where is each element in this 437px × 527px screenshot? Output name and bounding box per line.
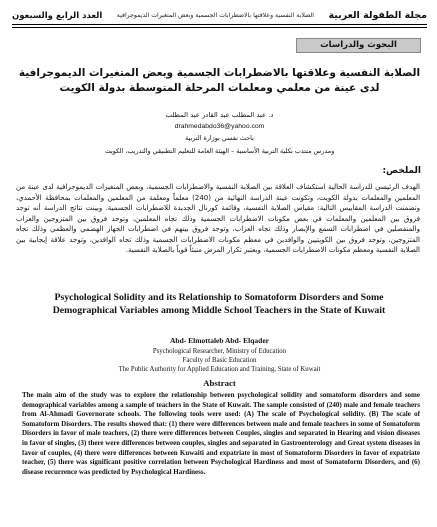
journal-name: مجلة الطفولة العربية [328, 10, 427, 21]
section-label: البحوث والدراسات [296, 38, 421, 53]
english-affiliation-3: The Public Authority for Applied Education and Training, State of Kuwait [118, 366, 321, 373]
english-affiliation-2: Faculty of Basic Education [182, 357, 257, 364]
english-abstract: The main aim of the study was to explore the relationship between psychological solidity and somatoform disorders and some demographical variables among a sample of teachers in the State of Kuwait. The sample consisted of (240) male and female teachers from Al-Ahmadi Governorate schools. The following tools were used: (A) The scale of Psychological solidity. (B) The scale of Somatoform Disorders. The results showed that: (1) there were differences between male and female teachers in some of Somatoform Disorders in favor of male teachers, (2) there were differences between Couples, singles and separated in Hearing and vision diseases in favor of singles, (3) there were differences between couples, singles and separated in Gastroenterology and Great system diseases in favor of couples, (4) there were differences between Kuwaiti and expatriate in most of Somatoform Disorders in favor of expatriate teacher, (5) there was significant positive correlation between Psychological Hardiness and most of Somatoform Disorders, and (6) disease recurrence was predicted by Psychological Hardiness. [22, 391, 420, 476]
arabic-affiliation-1: باحث نفسي بوزارة التربية [185, 134, 254, 142]
running-header [12, 8, 427, 23]
header-rule-top [12, 24, 427, 25]
english-affiliation-1: Psychological Researcher, Ministry of Education [152, 348, 287, 355]
english-author: Abd- Elmottaleb Abd- Elqader [170, 336, 269, 345]
header-rule-bottom [12, 27, 427, 28]
arabic-abstract: الهدف الرئيسي للدراسة الحالية استكشاف العلاقة بين الصلابة النفسية والاضطرابات الجسمية، وبعض المتغيرات الديموجرافية لدى عينة من المعلمين والمعلمات بدولة الكويت، وتكونت عينة الدراسة النهائية من (240) معلماً ومعلمة من المعلمين والمعلمات بمحافظة الأحمدي، وتضمنت الدراسة المقاييس التالية: مقياس الصلابة النفسية، وقائمة كورنال الجديدة للاضطرابات الجسمية. وبينت نتائج الدراسة أنه توجد فروق بين المعلمين والمعلمات في بعض مكونات الاضطرابات الجسمية وذلك تجاه المعلمين، وتوجد فروق بين المتزوجين والعزاب والمنفصلين في اضطرابات السمع والإبصار وذلك تجاه العزاب، وتوجد فروق بينهم في اضطرابات الجهاز الهضمي والعظمي وذلك تجاه المتزوجين، وتوجد فروق بين الكويتيين والوافدين في معظم مكونات الاضطرابات الجسمية وذلك تجاه الوافدين، وتوجد علاقة إيجابية بين الصلابة النفسية ومعظم مكونات الاضطرابات الجسمية، ويعتبر تكرار المرض منبئاً قوياً بالصلابة النفسية. [16, 183, 421, 254]
arabic-title: الصلابة النفسية وعلاقتها بالاضطرابات الجسمية وبعض المتغيرات الديموجرافية لدى عينة من معلمي ومعلمات المرحلة المتوسطة بدولة الكويت [18, 67, 421, 94]
running-title: الصلابة النفسية وعلاقتها بالاضطرابات الجسمية وبعض المتغيرات الديموجرافية [116, 12, 314, 19]
author-email: drahmedabdo36@yahoo.com [174, 123, 265, 130]
arabic-abstract-heading: الملخص: [382, 166, 421, 176]
arabic-author: د. عبد المطلب عبد القادر عبد المطلب [165, 111, 274, 119]
english-title: Psychological Solidity and its Relationship to Somatoform Disorders and Some Demographical Variables among Middle School Teachers in the State of Kuwait [52, 292, 386, 316]
english-abstract-heading: Abstract [203, 378, 236, 388]
arabic-affiliation-2: ومدرس منتدب بكلية التربية الأساسية – الهيئة العامة للتعليم التطبيقي والتدريب، الكويت [104, 147, 335, 155]
issue-number: العدد الرابع والسبعون [12, 10, 103, 21]
